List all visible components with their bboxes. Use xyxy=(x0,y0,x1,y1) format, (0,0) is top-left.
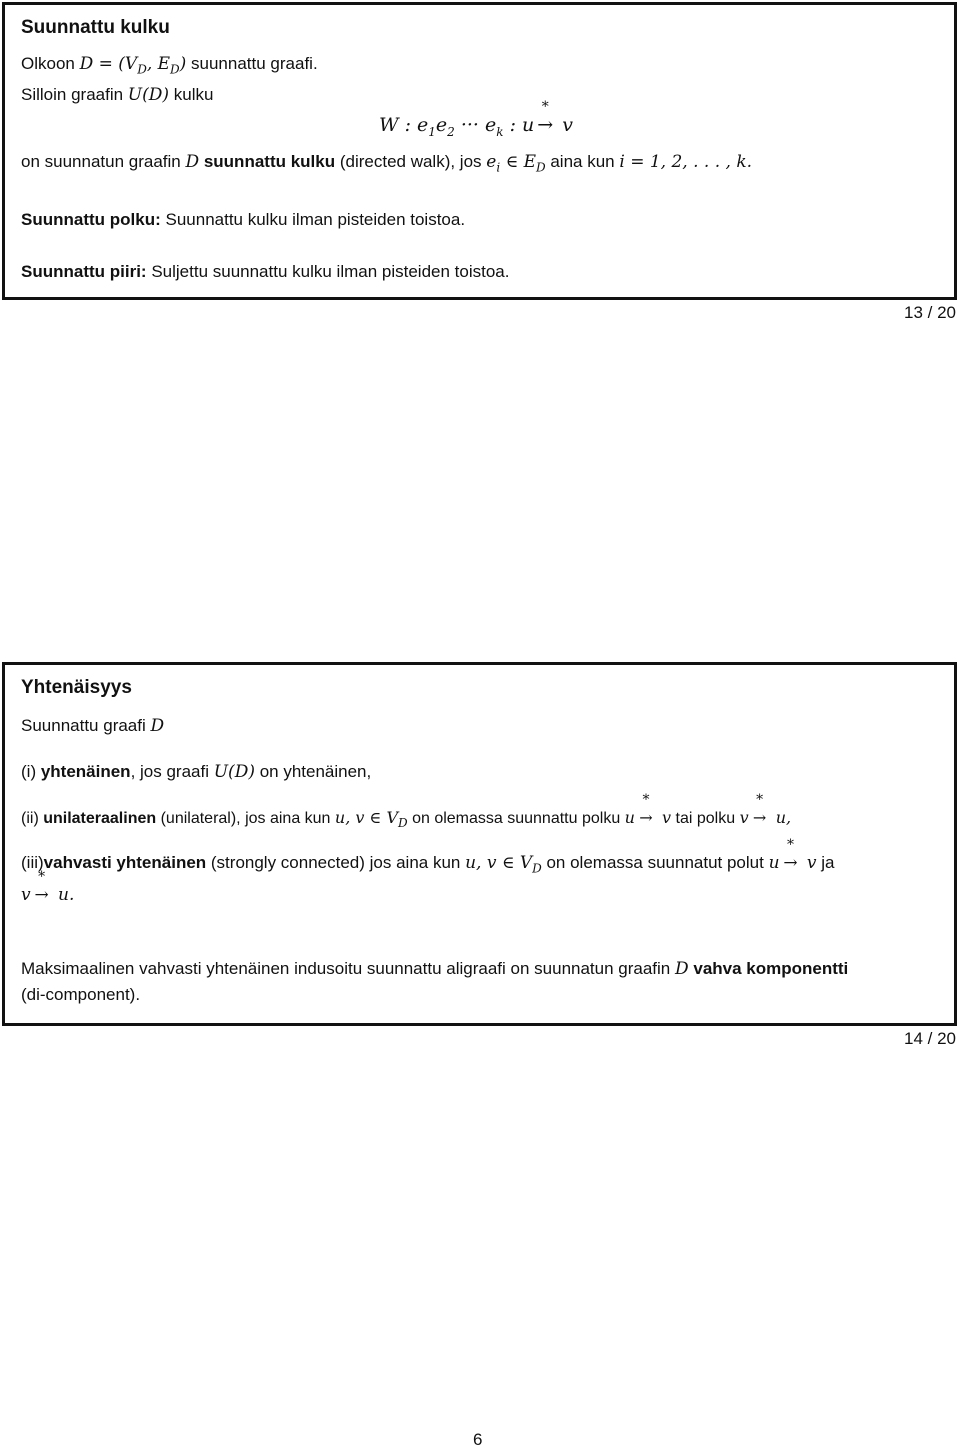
text: Suljettu suunnattu kulku ilman pisteiden toistoa. xyxy=(146,261,510,281)
math-sub: D xyxy=(137,62,147,77)
star: * xyxy=(756,792,764,808)
math: u. xyxy=(52,884,75,905)
text: on suunnatun graafin xyxy=(21,152,186,172)
math-text: ) xyxy=(179,54,187,74)
star-arrow-icon xyxy=(780,837,802,876)
item-i xyxy=(21,759,954,785)
text: on olemassa suunnattu polku xyxy=(407,810,625,827)
math: u, xyxy=(770,808,792,827)
math: U(D) xyxy=(213,762,255,782)
text: (ii) xyxy=(21,810,44,827)
star-arrow-icon xyxy=(635,792,657,831)
text: (strongly connected) jos aina kun xyxy=(206,853,466,873)
math: v xyxy=(656,808,672,827)
star: * xyxy=(787,837,795,854)
star: * xyxy=(38,868,46,885)
star: * xyxy=(642,792,650,808)
math-text: v xyxy=(556,114,574,137)
term: yhtenäinen xyxy=(40,762,131,781)
math-sub: 1 xyxy=(428,125,436,140)
math: D xyxy=(150,716,165,736)
text: kulku xyxy=(169,85,214,105)
text: suunnattu graafi. xyxy=(186,54,318,73)
math-text: : u xyxy=(503,114,535,137)
text: aina kun xyxy=(545,152,620,172)
definition-line xyxy=(21,82,954,108)
slide-page-number: 14 / 20 xyxy=(904,1029,956,1048)
term: vahva komponentti xyxy=(688,958,849,978)
arrow: → xyxy=(34,884,49,905)
math-sub: D xyxy=(398,816,408,831)
math-sub: k xyxy=(496,125,504,140)
arrow: → xyxy=(783,853,798,874)
math: u xyxy=(768,853,780,874)
component-definition-continuation: (di-component). xyxy=(21,984,141,1004)
text: (unilateral), jos aina kun xyxy=(156,810,335,827)
arrow: → xyxy=(639,808,653,827)
star-arrow-icon xyxy=(534,99,556,138)
page-number: 6 xyxy=(473,1430,483,1449)
text: on olemassa suunnatut polut xyxy=(541,853,769,873)
term: Suunnattu polku: xyxy=(21,209,161,229)
component-definition xyxy=(21,956,954,982)
math-text: e xyxy=(486,152,497,173)
math: U(D) xyxy=(127,85,170,106)
arrow: → xyxy=(752,808,767,827)
math xyxy=(79,54,187,77)
definition-line xyxy=(21,713,954,739)
math: v xyxy=(739,808,749,827)
definition-line xyxy=(21,51,954,82)
math: v xyxy=(21,884,31,905)
term: unilateraalinen xyxy=(43,810,157,827)
slide-title: Suunnattu kulku xyxy=(21,17,170,38)
item-ii xyxy=(21,792,954,836)
text: Maksimaalinen vahvasti yhtenäinen indusoitu suunnattu aligraafi on suunnatun graafin xyxy=(21,958,675,978)
text: tai polku xyxy=(671,810,740,827)
math: u xyxy=(624,808,635,827)
math: i = 1, 2, . . . , k. xyxy=(619,152,753,173)
term: vahvasti yhtenäinen xyxy=(43,853,207,873)
item-iii-continuation xyxy=(21,868,954,908)
term: Suunnattu piiri: xyxy=(21,261,147,281)
math-text: D = (V xyxy=(79,54,138,74)
star: * xyxy=(541,99,549,116)
text: Silloin graafin xyxy=(21,85,128,105)
term: suunnattu kulku xyxy=(199,152,336,172)
math: D xyxy=(185,152,200,173)
math: D xyxy=(675,958,689,979)
math: v xyxy=(801,853,817,874)
text: Olkoon xyxy=(21,54,80,73)
slide-suunnattu-kulku xyxy=(2,2,957,300)
slide-page-number: 13 / 20 xyxy=(904,303,956,322)
math-sub: D xyxy=(532,861,542,876)
math-text: , E xyxy=(146,54,171,74)
math-text: u, v ∈ V xyxy=(465,853,533,874)
text: (directed walk), jos xyxy=(335,152,487,172)
math-sub: D xyxy=(170,62,180,77)
text: (iii) xyxy=(21,853,44,873)
math-text: e xyxy=(435,114,448,137)
text: ja xyxy=(816,853,835,873)
math-text: ··· e xyxy=(454,114,497,137)
star-arrow-icon xyxy=(31,868,53,908)
arrow: → xyxy=(537,114,554,137)
text: Suunnattu graafi xyxy=(21,716,151,735)
polku-definition xyxy=(21,207,954,233)
text: Suunnattu kulku ilman pisteiden toistoa. xyxy=(160,209,466,229)
math-sub: i xyxy=(496,160,501,175)
formula xyxy=(21,99,954,145)
math-text: W : e xyxy=(379,114,429,137)
math-text: ∈ E xyxy=(500,152,536,173)
math-sub: 2 xyxy=(447,125,455,140)
text: , jos graafi xyxy=(130,762,214,781)
definition-line xyxy=(21,149,954,180)
piiri-definition xyxy=(21,259,954,285)
math-text: u, v ∈ V xyxy=(334,808,398,827)
item-iii xyxy=(21,837,954,881)
star-arrow-icon xyxy=(749,792,771,831)
text: (i) xyxy=(21,762,41,781)
slide-title: Yhtenäisyys xyxy=(21,677,132,698)
text: on yhtenäinen, xyxy=(254,762,372,781)
math-sub: D xyxy=(536,160,546,175)
slide-yhtenaisyys xyxy=(2,662,957,1026)
